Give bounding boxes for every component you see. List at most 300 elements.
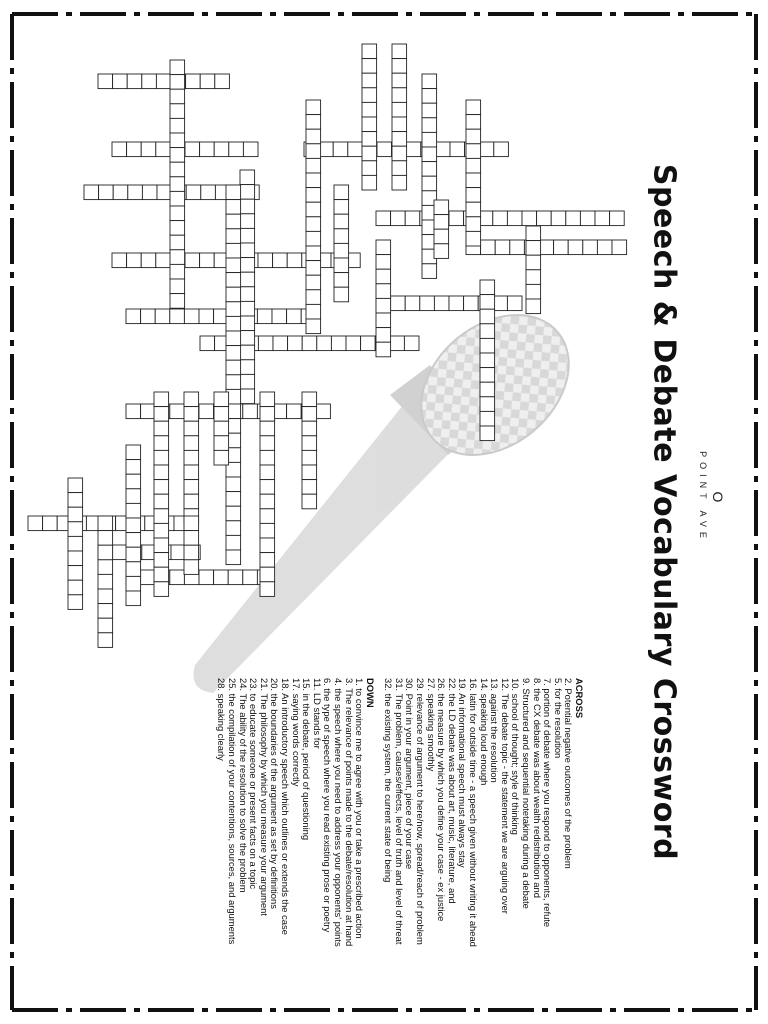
crossword-cell[interactable]	[449, 296, 464, 311]
crossword-cell[interactable]	[127, 142, 142, 157]
crossword-cell[interactable]	[392, 59, 407, 74]
crossword-cell[interactable]	[128, 185, 143, 200]
crossword-cell[interactable]	[376, 211, 391, 226]
crossword-cell[interactable]	[200, 74, 215, 89]
crossword-cell[interactable]	[392, 161, 407, 176]
crossword-cell[interactable]	[170, 206, 185, 221]
crossword-cell[interactable]	[126, 591, 141, 606]
crossword-cell[interactable]	[302, 494, 317, 509]
crossword-cell[interactable]	[229, 142, 244, 157]
crossword-cell[interactable]	[306, 144, 321, 159]
crossword-cell[interactable]	[435, 142, 450, 157]
crossword-cell[interactable]	[302, 336, 317, 351]
crossword-cell[interactable]	[226, 535, 241, 550]
crossword-cell[interactable]	[154, 436, 169, 451]
crossword-cell[interactable]	[595, 211, 610, 226]
crossword-cell[interactable]	[141, 142, 156, 157]
crossword-cell[interactable]	[260, 450, 275, 465]
crossword-cell[interactable]	[392, 102, 407, 117]
crossword-cell[interactable]	[154, 494, 169, 509]
crossword-cell[interactable]	[126, 547, 141, 562]
crossword-cell[interactable]	[362, 132, 377, 147]
crossword-cell[interactable]	[98, 589, 113, 604]
crossword-cell[interactable]	[126, 489, 141, 504]
crossword-cell[interactable]	[98, 545, 113, 560]
crossword-cell[interactable]	[240, 170, 255, 185]
crossword-cell[interactable]	[331, 336, 346, 351]
crossword-cell[interactable]	[260, 480, 275, 495]
crossword-cell[interactable]	[258, 336, 273, 351]
crossword-cell[interactable]	[481, 240, 496, 255]
crossword-cell[interactable]	[226, 214, 241, 229]
crossword-cell[interactable]	[154, 509, 169, 524]
crossword-cell[interactable]	[260, 494, 275, 509]
crossword-cell[interactable]	[306, 100, 321, 115]
crossword-cell[interactable]	[186, 185, 201, 200]
crossword-cell[interactable]	[68, 580, 83, 595]
crossword-cell[interactable]	[154, 392, 169, 407]
crossword-cell[interactable]	[184, 545, 199, 560]
crossword-cell[interactable]	[126, 404, 141, 419]
crossword-cell[interactable]	[479, 142, 494, 157]
crossword-cell[interactable]	[566, 211, 581, 226]
crossword-cell[interactable]	[154, 523, 169, 538]
crossword-cell[interactable]	[260, 436, 275, 451]
crossword-cell[interactable]	[526, 299, 541, 314]
crossword-cell[interactable]	[214, 436, 229, 451]
crossword-cell[interactable]	[141, 253, 156, 268]
crossword-cell[interactable]	[302, 392, 317, 407]
crossword-cell[interactable]	[240, 185, 255, 200]
crossword-cell[interactable]	[240, 331, 255, 346]
crossword-cell[interactable]	[113, 74, 128, 89]
crossword-cell[interactable]	[226, 229, 241, 244]
crossword-cell[interactable]	[226, 360, 241, 375]
crossword-cell[interactable]	[240, 199, 255, 214]
crossword-cell[interactable]	[214, 421, 229, 436]
crossword-cell[interactable]	[126, 474, 141, 489]
crossword-cell[interactable]	[537, 211, 552, 226]
crossword-cell[interactable]	[68, 566, 83, 581]
crossword-cell[interactable]	[306, 246, 321, 261]
crossword-cell[interactable]	[141, 309, 156, 324]
crossword-cell[interactable]	[157, 185, 172, 200]
crossword-cell[interactable]	[200, 336, 215, 351]
crossword-cell[interactable]	[184, 421, 199, 436]
crossword-cell[interactable]	[466, 129, 481, 144]
crossword-cell[interactable]	[480, 426, 495, 441]
crossword-cell[interactable]	[141, 404, 156, 419]
crossword-cell[interactable]	[526, 284, 541, 299]
crossword-cell[interactable]	[199, 570, 214, 585]
crossword-cell[interactable]	[346, 336, 361, 351]
crossword-cell[interactable]	[391, 211, 406, 226]
crossword-cell[interactable]	[215, 74, 230, 89]
crossword-cell[interactable]	[113, 545, 128, 560]
crossword-cell[interactable]	[287, 253, 302, 268]
crossword-cell[interactable]	[240, 360, 255, 375]
crossword-cell[interactable]	[422, 89, 437, 104]
crossword-cell[interactable]	[43, 516, 58, 531]
crossword-cell[interactable]	[84, 185, 99, 200]
crossword-cell[interactable]	[154, 582, 169, 597]
crossword-cell[interactable]	[434, 296, 449, 311]
crossword-cell[interactable]	[170, 264, 185, 279]
crossword-cell[interactable]	[226, 185, 241, 200]
crossword-cell[interactable]	[98, 531, 113, 546]
crossword-cell[interactable]	[597, 240, 612, 255]
crossword-cell[interactable]	[392, 175, 407, 190]
crossword-cell[interactable]	[155, 309, 170, 324]
crossword-cell[interactable]	[362, 175, 377, 190]
crossword-cell[interactable]	[334, 200, 349, 215]
crossword-cell[interactable]	[240, 243, 255, 258]
crossword-cell[interactable]	[214, 392, 229, 407]
crossword-cell[interactable]	[142, 185, 157, 200]
crossword-cell[interactable]	[154, 421, 169, 436]
crossword-cell[interactable]	[376, 255, 391, 270]
crossword-cell[interactable]	[568, 240, 583, 255]
crossword-cell[interactable]	[334, 185, 349, 200]
crossword-cell[interactable]	[510, 240, 525, 255]
crossword-cell[interactable]	[404, 336, 419, 351]
crossword-cell[interactable]	[113, 185, 128, 200]
crossword-cell[interactable]	[422, 176, 437, 191]
crossword-cell[interactable]	[306, 202, 321, 217]
crossword-cell[interactable]	[170, 177, 185, 192]
crossword-cell[interactable]	[480, 309, 495, 324]
crossword-cell[interactable]	[306, 188, 321, 203]
crossword-cell[interactable]	[376, 269, 391, 284]
crossword-cell[interactable]	[199, 309, 214, 324]
crossword-cell[interactable]	[214, 450, 229, 465]
crossword-cell[interactable]	[170, 570, 185, 585]
crossword-cell[interactable]	[302, 421, 317, 436]
crossword-cell[interactable]	[226, 243, 241, 258]
crossword-cell[interactable]	[68, 536, 83, 551]
crossword-cell[interactable]	[422, 74, 437, 89]
crossword-cell[interactable]	[334, 243, 349, 258]
crossword-cell[interactable]	[226, 316, 241, 331]
crossword-cell[interactable]	[466, 173, 481, 188]
crossword-cell[interactable]	[405, 296, 420, 311]
crossword-cell[interactable]	[306, 129, 321, 144]
crossword-cell[interactable]	[240, 389, 255, 404]
crossword-cell[interactable]	[226, 258, 241, 273]
crossword-cell[interactable]	[422, 162, 437, 177]
crossword-cell[interactable]	[392, 44, 407, 59]
crossword-cell[interactable]	[273, 336, 288, 351]
crossword-cell[interactable]	[214, 570, 229, 585]
crossword-cell[interactable]	[362, 161, 377, 176]
crossword-cell[interactable]	[306, 304, 321, 319]
crossword-cell[interactable]	[170, 162, 185, 177]
crossword-cell[interactable]	[185, 253, 200, 268]
crossword-cell[interactable]	[154, 567, 169, 582]
crossword-cell[interactable]	[98, 604, 113, 619]
crossword-cell[interactable]	[226, 550, 241, 565]
crossword-cell[interactable]	[240, 345, 255, 360]
crossword-cell[interactable]	[258, 253, 273, 268]
crossword-cell[interactable]	[480, 280, 495, 295]
crossword-cell[interactable]	[406, 142, 421, 157]
crossword-cell[interactable]	[494, 142, 509, 157]
crossword-cell[interactable]	[112, 142, 127, 157]
crossword-cell[interactable]	[348, 142, 363, 157]
crossword-cell[interactable]	[260, 421, 275, 436]
crossword-cell[interactable]	[551, 211, 566, 226]
crossword-cell[interactable]	[199, 404, 214, 419]
crossword-cell[interactable]	[226, 521, 241, 536]
crossword-cell[interactable]	[306, 319, 321, 334]
crossword-cell[interactable]	[156, 74, 171, 89]
crossword-cell[interactable]	[507, 211, 522, 226]
crossword-cell[interactable]	[226, 273, 241, 288]
crossword-cell[interactable]	[466, 231, 481, 246]
crossword-cell[interactable]	[288, 336, 303, 351]
crossword-cell[interactable]	[376, 313, 391, 328]
crossword-cell[interactable]	[226, 302, 241, 317]
crossword-cell[interactable]	[28, 516, 43, 531]
crossword-cell[interactable]	[226, 287, 241, 302]
crossword-cell[interactable]	[526, 255, 541, 270]
crossword-cell[interactable]	[185, 142, 200, 157]
crossword-cell[interactable]	[170, 250, 185, 265]
crossword-cell[interactable]	[68, 478, 83, 493]
crossword-cell[interactable]	[170, 309, 185, 324]
crossword-cell[interactable]	[200, 253, 215, 268]
crossword-cell[interactable]	[334, 273, 349, 288]
crossword-cell[interactable]	[302, 450, 317, 465]
crossword-cell[interactable]	[392, 132, 407, 147]
crossword-cell[interactable]	[434, 200, 449, 215]
crossword-cell[interactable]	[466, 115, 481, 130]
crossword-cell[interactable]	[260, 538, 275, 553]
crossword-cell[interactable]	[306, 261, 321, 276]
crossword-cell[interactable]	[184, 450, 199, 465]
crossword-cell[interactable]	[376, 328, 391, 343]
crossword-cell[interactable]	[526, 270, 541, 285]
crossword-cell[interactable]	[526, 241, 541, 256]
crossword-cell[interactable]	[362, 59, 377, 74]
crossword-cell[interactable]	[302, 480, 317, 495]
crossword-cell[interactable]	[449, 211, 464, 226]
crossword-cell[interactable]	[170, 235, 185, 250]
crossword-cell[interactable]	[526, 226, 541, 241]
crossword-cell[interactable]	[260, 567, 275, 582]
crossword-cell[interactable]	[98, 516, 113, 531]
crossword-cell[interactable]	[142, 74, 157, 89]
crossword-cell[interactable]	[240, 301, 255, 316]
crossword-cell[interactable]	[127, 74, 142, 89]
crossword-cell[interactable]	[466, 188, 481, 203]
crossword-cell[interactable]	[154, 553, 169, 568]
crossword-cell[interactable]	[184, 531, 199, 546]
crossword-cell[interactable]	[306, 173, 321, 188]
crossword-cell[interactable]	[184, 392, 199, 407]
crossword-cell[interactable]	[200, 142, 215, 157]
crossword-cell[interactable]	[240, 287, 255, 302]
crossword-cell[interactable]	[184, 560, 199, 575]
crossword-cell[interactable]	[184, 309, 199, 324]
crossword-cell[interactable]	[184, 480, 199, 495]
crossword-cell[interactable]	[390, 336, 405, 351]
crossword-cell[interactable]	[391, 296, 406, 311]
crossword-cell[interactable]	[226, 477, 241, 492]
crossword-cell[interactable]	[156, 253, 171, 268]
crossword-cell[interactable]	[434, 229, 449, 244]
crossword-cell[interactable]	[154, 407, 169, 422]
crossword-cell[interactable]	[126, 445, 141, 460]
crossword-cell[interactable]	[126, 503, 141, 518]
crossword-cell[interactable]	[480, 368, 495, 383]
crossword-cell[interactable]	[376, 298, 391, 313]
crossword-cell[interactable]	[98, 574, 113, 589]
crossword-cell[interactable]	[184, 516, 199, 531]
crossword-cell[interactable]	[306, 217, 321, 232]
crossword-cell[interactable]	[170, 191, 185, 206]
crossword-cell[interactable]	[126, 460, 141, 475]
crossword-cell[interactable]	[376, 240, 391, 255]
crossword-cell[interactable]	[583, 240, 598, 255]
crossword-cell[interactable]	[98, 633, 113, 648]
crossword-cell[interactable]	[362, 44, 377, 59]
crossword-cell[interactable]	[154, 465, 169, 480]
crossword-cell[interactable]	[392, 146, 407, 161]
crossword-cell[interactable]	[156, 142, 171, 157]
crossword-cell[interactable]	[334, 214, 349, 229]
crossword-cell[interactable]	[434, 215, 449, 230]
crossword-cell[interactable]	[306, 231, 321, 246]
crossword-cell[interactable]	[466, 100, 481, 115]
crossword-cell[interactable]	[240, 316, 255, 331]
crossword-cell[interactable]	[170, 133, 185, 148]
crossword-cell[interactable]	[422, 264, 437, 279]
crossword-cell[interactable]	[392, 88, 407, 103]
crossword-cell[interactable]	[480, 324, 495, 339]
crossword-cell[interactable]	[466, 217, 481, 232]
crossword-cell[interactable]	[466, 158, 481, 173]
crossword-cell[interactable]	[450, 142, 465, 157]
crossword-cell[interactable]	[170, 404, 185, 419]
crossword-cell[interactable]	[480, 411, 495, 426]
crossword-cell[interactable]	[226, 375, 241, 390]
crossword-cell[interactable]	[260, 523, 275, 538]
crossword-cell[interactable]	[420, 296, 435, 311]
crossword-cell[interactable]	[376, 342, 391, 357]
crossword-cell[interactable]	[405, 211, 420, 226]
crossword-cell[interactable]	[170, 104, 185, 119]
crossword-cell[interactable]	[171, 545, 186, 560]
crossword-cell[interactable]	[580, 211, 595, 226]
crossword-cell[interactable]	[257, 309, 272, 324]
crossword-cell[interactable]	[464, 296, 479, 311]
crossword-cell[interactable]	[240, 374, 255, 389]
crossword-cell[interactable]	[68, 507, 83, 522]
crossword-cell[interactable]	[98, 618, 113, 633]
crossword-cell[interactable]	[306, 275, 321, 290]
crossword-cell[interactable]	[228, 570, 243, 585]
crossword-cell[interactable]	[170, 279, 185, 294]
crossword-cell[interactable]	[260, 553, 275, 568]
crossword-cell[interactable]	[287, 309, 302, 324]
crossword-cell[interactable]	[154, 450, 169, 465]
crossword-cell[interactable]	[495, 240, 510, 255]
crossword-cell[interactable]	[507, 296, 522, 311]
crossword-cell[interactable]	[392, 117, 407, 132]
crossword-cell[interactable]	[243, 142, 258, 157]
crossword-cell[interactable]	[68, 522, 83, 537]
crossword-cell[interactable]	[422, 118, 437, 133]
crossword-cell[interactable]	[260, 582, 275, 597]
crossword-cell[interactable]	[226, 492, 241, 507]
crossword-cell[interactable]	[522, 211, 537, 226]
crossword-cell[interactable]	[422, 147, 437, 162]
crossword-cell[interactable]	[273, 253, 288, 268]
crossword-cell[interactable]	[170, 148, 185, 163]
crossword-cell[interactable]	[226, 331, 241, 346]
crossword-cell[interactable]	[260, 465, 275, 480]
crossword-cell[interactable]	[362, 102, 377, 117]
crossword-cell[interactable]	[306, 158, 321, 173]
crossword-cell[interactable]	[362, 117, 377, 132]
crossword-cell[interactable]	[184, 436, 199, 451]
crossword-cell[interactable]	[170, 75, 185, 90]
crossword-cell[interactable]	[306, 290, 321, 305]
crossword-cell[interactable]	[240, 214, 255, 229]
crossword-cell[interactable]	[334, 258, 349, 273]
crossword-cell[interactable]	[186, 74, 201, 89]
crossword-cell[interactable]	[226, 200, 241, 215]
crossword-cell[interactable]	[98, 74, 113, 89]
crossword-cell[interactable]	[170, 89, 185, 104]
crossword-cell[interactable]	[362, 146, 377, 161]
crossword-cell[interactable]	[287, 404, 302, 419]
crossword-cell[interactable]	[260, 407, 275, 422]
crossword-cell[interactable]	[126, 576, 141, 591]
crossword-cell[interactable]	[362, 73, 377, 88]
crossword-cell[interactable]	[306, 115, 321, 130]
crossword-cell[interactable]	[126, 562, 141, 577]
crossword-cell[interactable]	[302, 407, 317, 422]
crossword-cell[interactable]	[243, 404, 258, 419]
crossword-cell[interactable]	[466, 202, 481, 217]
crossword-cell[interactable]	[184, 407, 199, 422]
crossword-cell[interactable]	[493, 211, 508, 226]
crossword-cell[interactable]	[126, 518, 141, 533]
crossword-cell[interactable]	[539, 240, 554, 255]
crossword-cell[interactable]	[240, 258, 255, 273]
crossword-cell[interactable]	[170, 60, 185, 75]
crossword-cell[interactable]	[214, 407, 229, 422]
crossword-cell[interactable]	[170, 294, 185, 309]
crossword-cell[interactable]	[214, 142, 229, 157]
crossword-cell[interactable]	[154, 538, 169, 553]
crossword-cell[interactable]	[480, 295, 495, 310]
crossword-cell[interactable]	[99, 185, 114, 200]
crossword-cell[interactable]	[612, 240, 627, 255]
crossword-cell[interactable]	[154, 480, 169, 495]
crossword-cell[interactable]	[201, 185, 216, 200]
crossword-cell[interactable]	[610, 211, 625, 226]
crossword-cell[interactable]	[243, 570, 258, 585]
crossword-cell[interactable]	[68, 551, 83, 566]
crossword-cell[interactable]	[480, 382, 495, 397]
crossword-cell[interactable]	[422, 103, 437, 118]
crossword-cell[interactable]	[316, 404, 331, 419]
crossword-cell[interactable]	[362, 88, 377, 103]
crossword-cell[interactable]	[170, 221, 185, 236]
